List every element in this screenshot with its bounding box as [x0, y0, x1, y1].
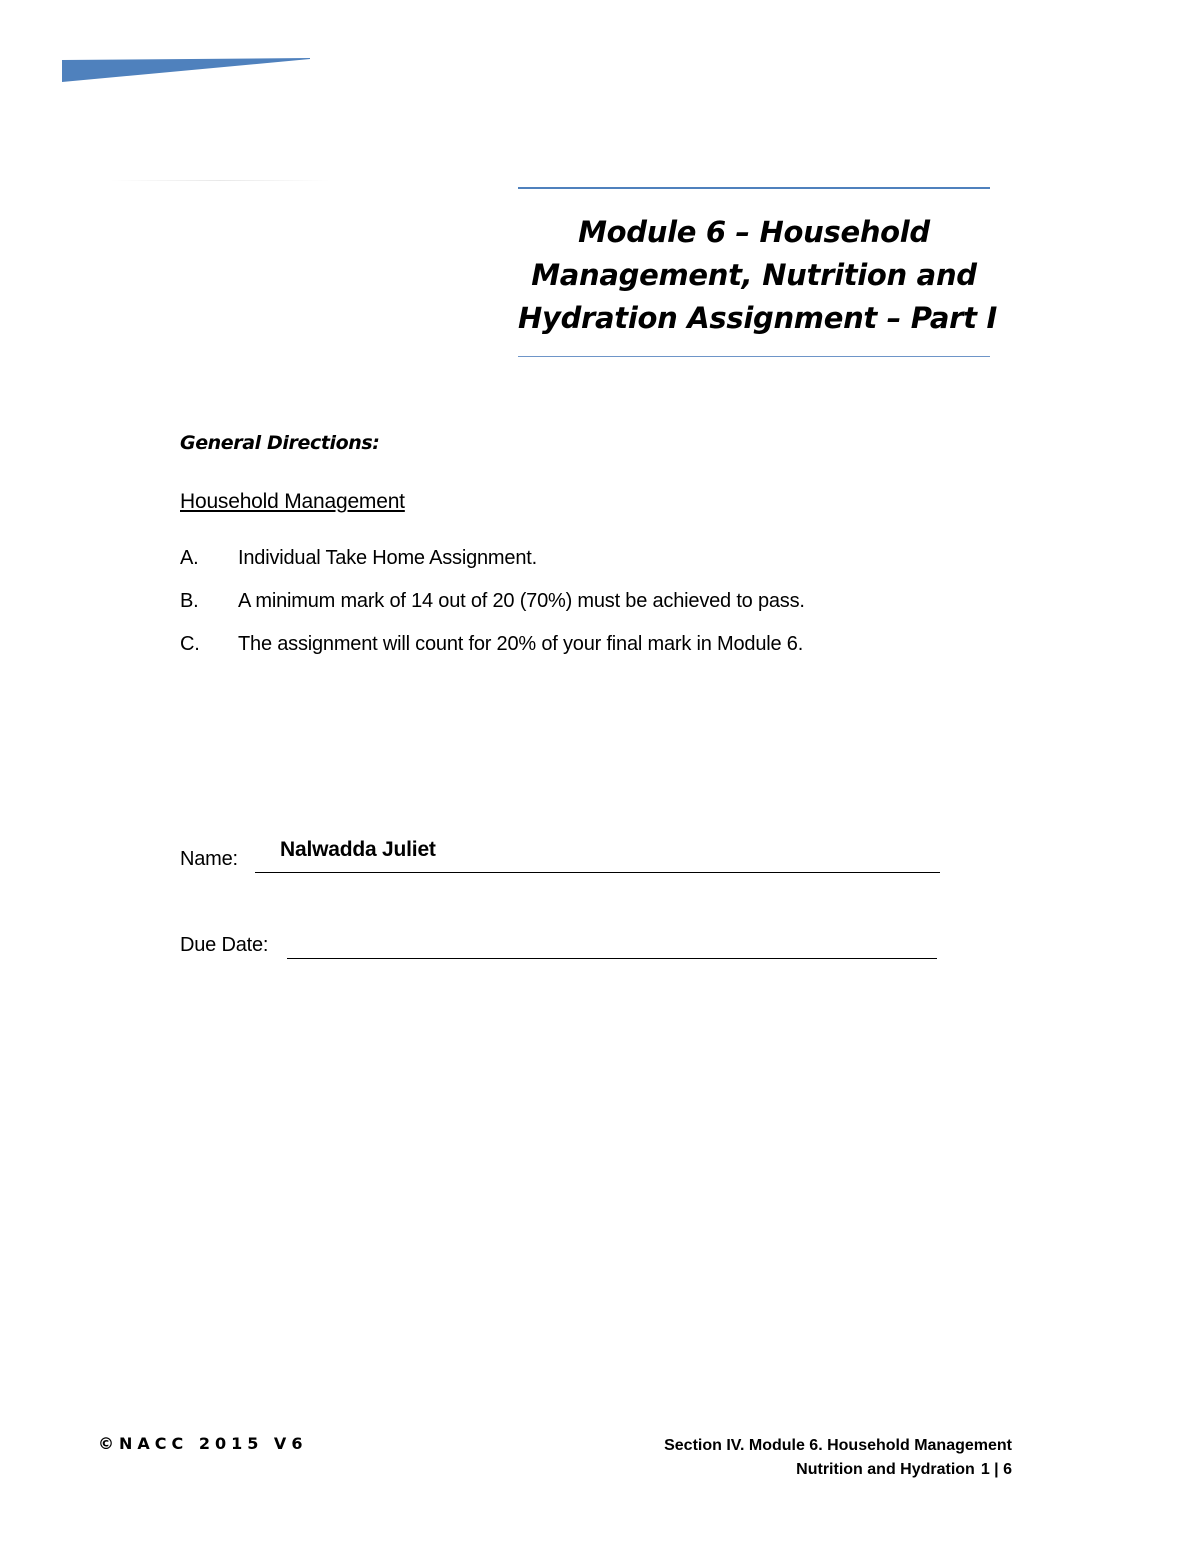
title-line: Management, Nutrition and — [531, 258, 977, 292]
footer-subtitle-line — [664, 1458, 1012, 1482]
footer-section-line: Section IV. Module 6. Household Management — [664, 1437, 1012, 1454]
list-marker: C. — [180, 633, 200, 655]
title-top-rule — [518, 187, 990, 189]
due-date-label: Due Date: — [180, 934, 269, 956]
title-block — [518, 187, 997, 358]
title-bottom-rule — [518, 356, 990, 357]
header-banner-wedge — [62, 58, 310, 82]
household-management-heading: Household Management — [180, 490, 405, 513]
footer-section-info — [664, 1434, 1012, 1482]
list-marker: A. — [180, 547, 199, 569]
title-line: Hydration Assignment – Part I — [518, 301, 997, 335]
list-item-text: Individual Take Home Assignment. — [238, 547, 537, 569]
name-underline — [255, 872, 940, 873]
document-title — [518, 211, 997, 340]
list-item-text: The assignment will count for 20% of your final mark in Module 6. — [238, 633, 804, 655]
general-directions-heading: General Directions: — [180, 432, 380, 454]
list-item-text: A minimum mark of 14 out of 20 (70%) must be achieved to pass. — [238, 590, 805, 612]
list-marker: B. — [180, 590, 199, 612]
header-faint-line — [110, 180, 330, 181]
title-line: Module 6 – Household — [578, 215, 930, 249]
footer-subtitle: Nutrition and Hydration — [796, 1461, 975, 1478]
footer-copyright: ©NACC 2015 V6 — [98, 1434, 308, 1453]
due-date-underline — [287, 958, 937, 959]
list-item — [180, 590, 900, 633]
list-item — [180, 547, 900, 590]
page-number: 1 | 6 — [980, 1461, 1012, 1478]
name-label: Name: — [180, 848, 238, 870]
name-value[interactable]: Nalwadda Juliet — [280, 838, 436, 861]
list-item — [180, 633, 900, 676]
directions-list — [180, 547, 900, 676]
